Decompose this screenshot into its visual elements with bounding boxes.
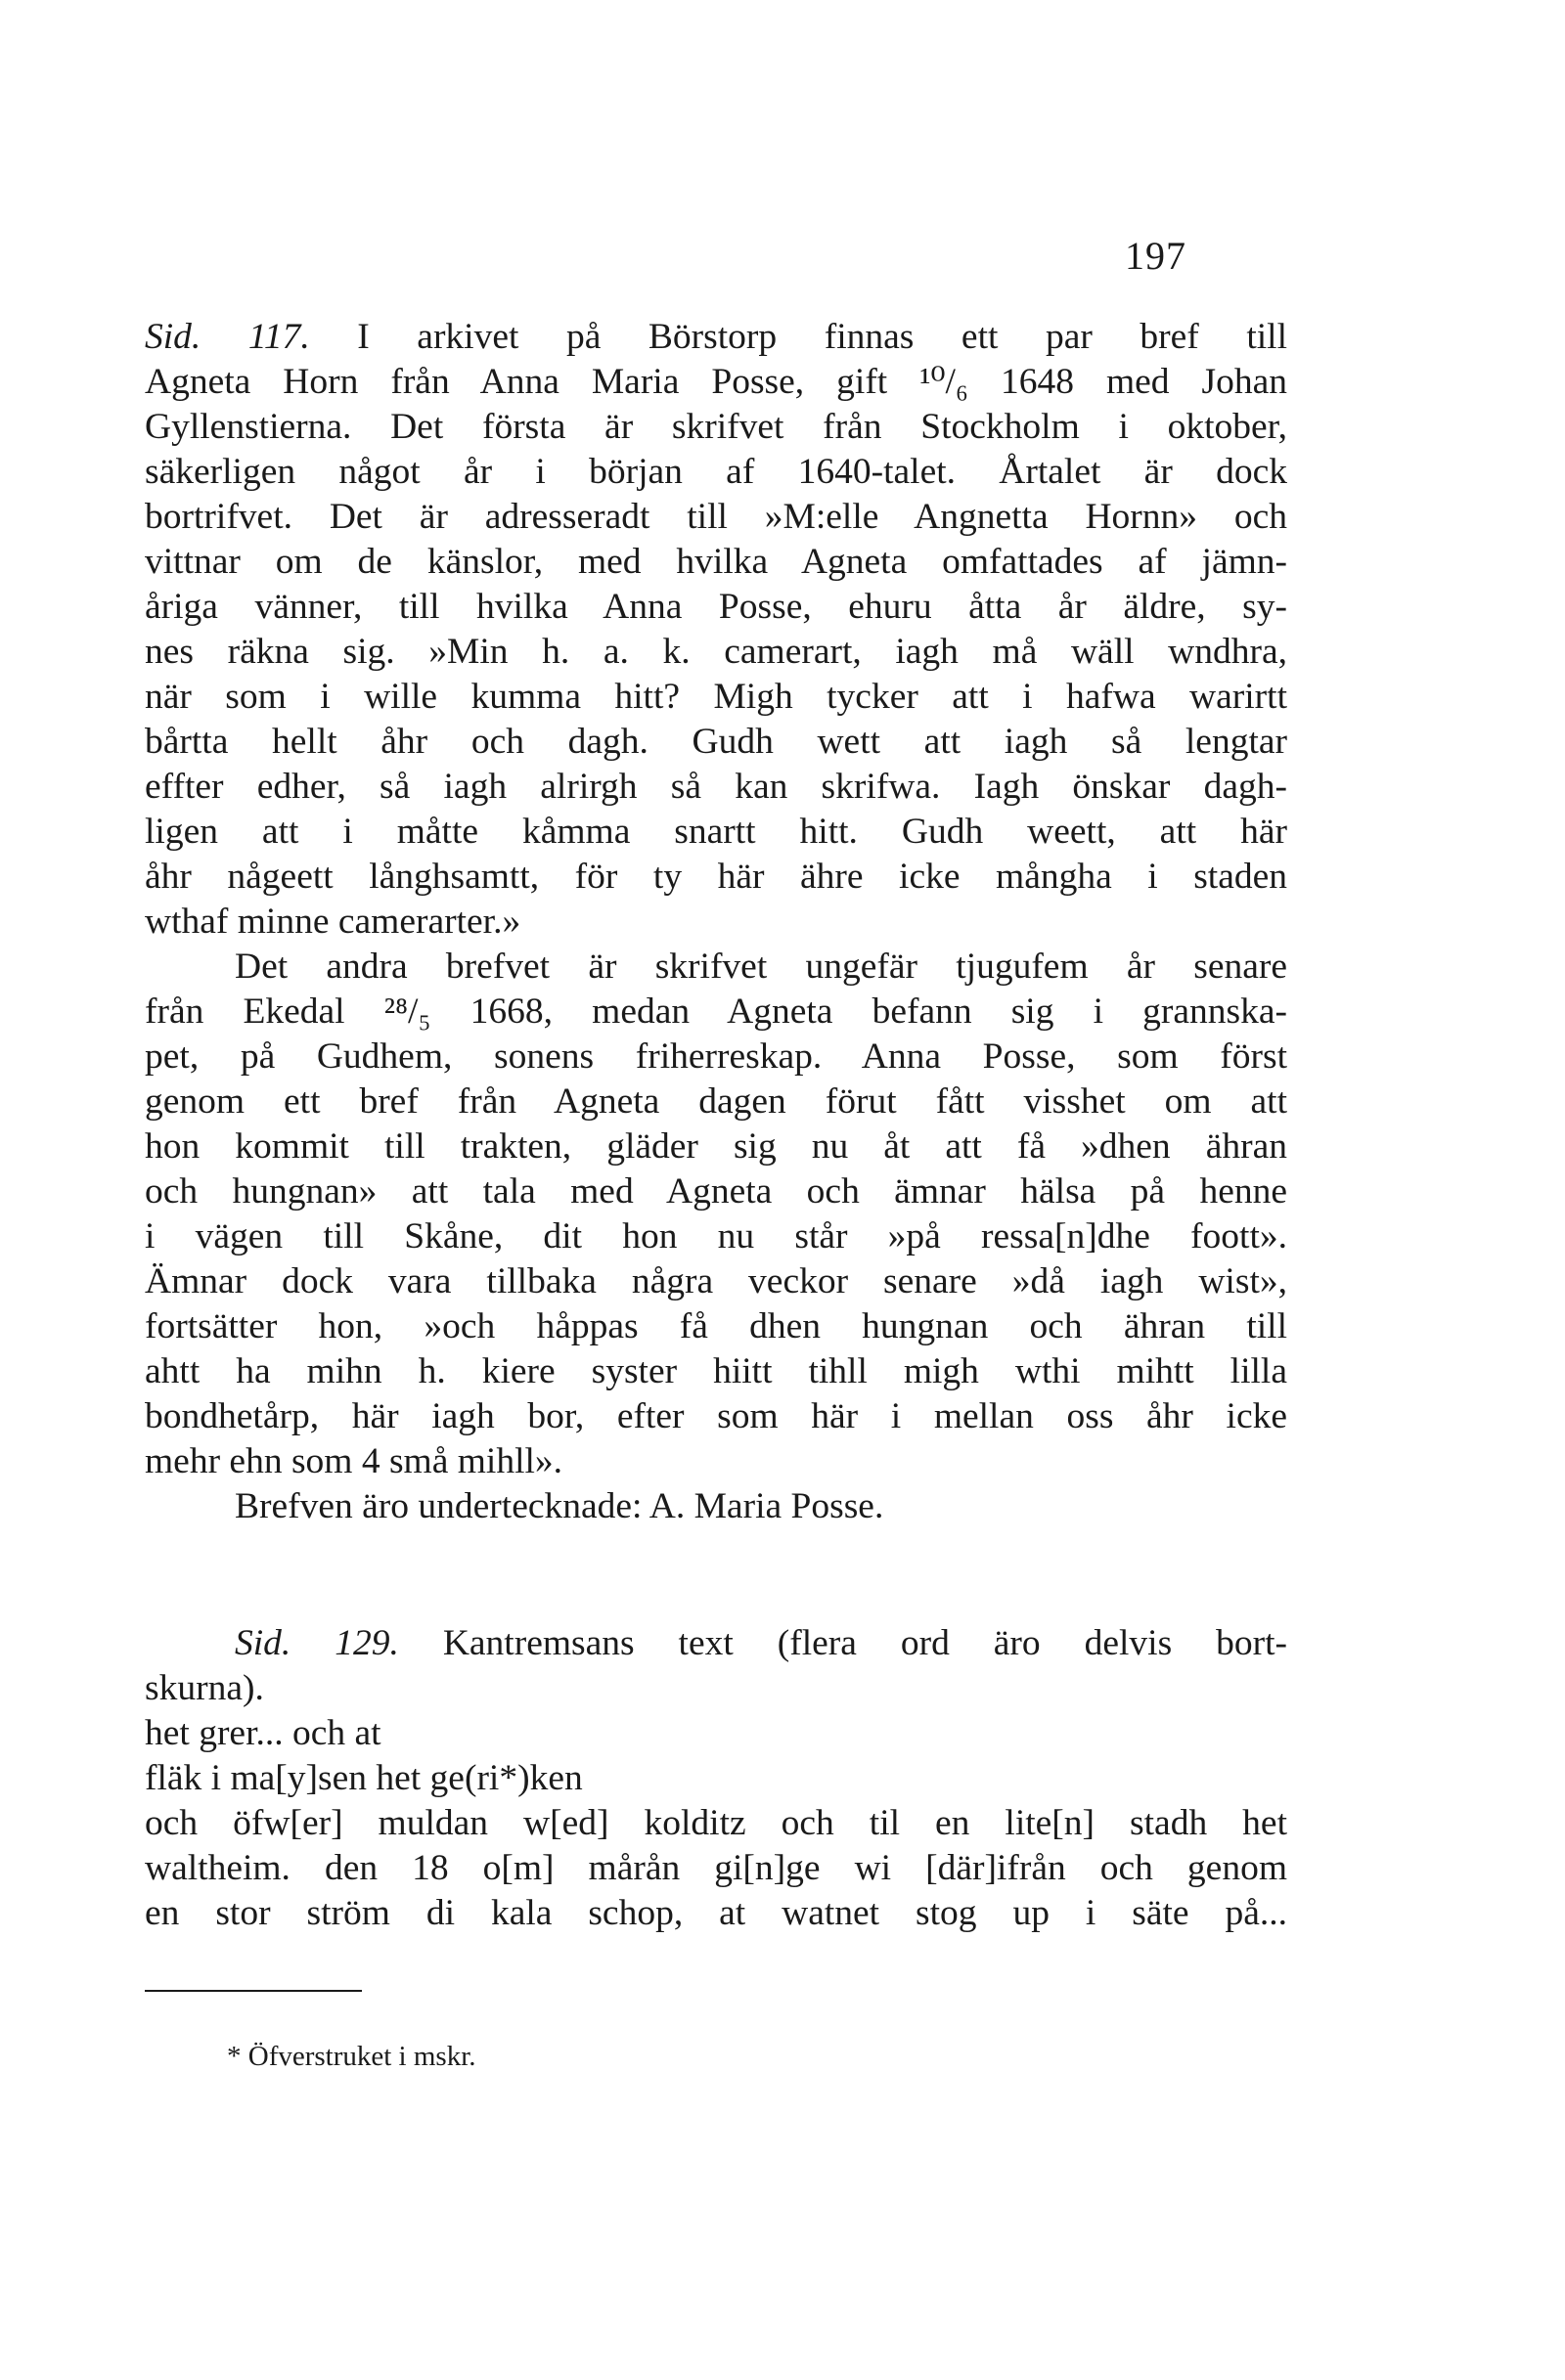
text-line: fläk i ma[y]sen het ge(ri*)ken — [145, 1758, 583, 1798]
text-line: när som i wille kumma hitt? Migh tycker att i hafwa warirtt — [145, 677, 1287, 717]
footnote: * Öfverstruket i mskr. — [227, 2041, 476, 2072]
section-sid-129 — [145, 1621, 1287, 1936]
page-reference: Sid. 129. — [235, 1623, 399, 1663]
section-sid-117 — [145, 315, 1287, 1529]
text-line: bårtta hellt åhr och dagh. Gudh wett att iagh så lengtar — [145, 722, 1287, 762]
text-line: från Ekedal ²⁸/₅ 1668, medan Agneta befann sig i grannska- — [145, 992, 1287, 1032]
text-line: bondhetårp, här iagh bor, efter som här i mellan oss åhr icke — [145, 1396, 1287, 1436]
text-line: åriga vänner, till hvilka Anna Posse, ehuru åtta år äldre, sy- — [145, 587, 1287, 627]
text-line: ahtt ha mihn h. kiere syster hiitt tihll migh wthi mihtt lilla — [145, 1351, 1287, 1391]
text-line: waltheim. den 18 o[m] mårån gi[n]ge wi [där]ifrån och genom — [145, 1848, 1287, 1888]
text-line: skurna). — [145, 1668, 264, 1708]
text-line: Gyllenstierna. Det första är skrifvet från Stockholm i oktober, — [145, 407, 1287, 447]
text-line: bortrifvet. Det är adresseradt till »M:elle Angnetta Hornn» och — [145, 497, 1287, 537]
text-line: pet, på Gudhem, sonens friherreskap. Anna Posse, som först — [145, 1036, 1287, 1077]
text-line: mehr ehn som 4 små mihll». — [145, 1441, 563, 1481]
page-reference: Sid. 117. — [145, 317, 310, 357]
footnote-divider — [145, 1990, 362, 1992]
text-line: hon kommit till trakten, gläder sig nu åt att få »dhen ähran — [145, 1126, 1287, 1167]
text-line: wthaf minne camerarter.» — [145, 902, 521, 942]
text-line: en stor ström di kala schop, at watnet stog up i säte på... — [145, 1893, 1287, 1933]
text-line: ligen att i måtte kåmma snartt hitt. Gudh weett, att här — [145, 812, 1287, 852]
text-line: effter edher, så iagh alrirgh så kan skrifwa. Iagh önskar dagh- — [145, 767, 1287, 807]
page-number: 197 — [1125, 234, 1186, 278]
text-line: Sid. 129. Kantremsans text (flera ord äro delvis bort- — [235, 1623, 1287, 1663]
text-line: och öfw[er] muldan w[ed] kolditz och til en lite[n] stadh het — [145, 1803, 1287, 1843]
text-line: nes räkna sig. »Min h. a. k. camerart, iagh må wäll wndhra, — [145, 632, 1287, 672]
text-line: och hungnan» att tala med Agneta och ämnar hälsa på henne — [145, 1171, 1287, 1212]
text-line: het grer... och at — [145, 1713, 381, 1753]
text-line: Brefven äro undertecknade: A. Maria Posse. — [235, 1486, 884, 1526]
text-line: Ämnar dock vara tillbaka några veckor senare »då iagh wist», — [145, 1261, 1287, 1301]
text-line: Det andra brefvet är skrifvet ungefär tjugufem år senare — [235, 947, 1287, 987]
text-line: vittnar om de känslor, med hvilka Agneta omfattades af jämn- — [145, 542, 1287, 582]
text-line: Agneta Horn från Anna Maria Posse, gift ¹⁰/₆ 1648 med Johan — [145, 362, 1287, 402]
text-line: Sid. 117. I arkivet på Börstorp finnas ett par bref till — [145, 317, 1287, 357]
text-line: säkerligen något år i början af 1640-talet. Årtalet är dock — [145, 452, 1287, 492]
text-line: i vägen till Skåne, dit hon nu står »på ressa[n]dhe foott». — [145, 1216, 1287, 1256]
text-line: åhr någeett långhsamtt, för ty här ähre icke mångha i staden — [145, 857, 1287, 897]
text-line: genom ett bref från Agneta dagen förut fått visshet om att — [145, 1081, 1287, 1122]
text-line: fortsätter hon, »och håppas få dhen hungnan och ähran till — [145, 1306, 1287, 1346]
